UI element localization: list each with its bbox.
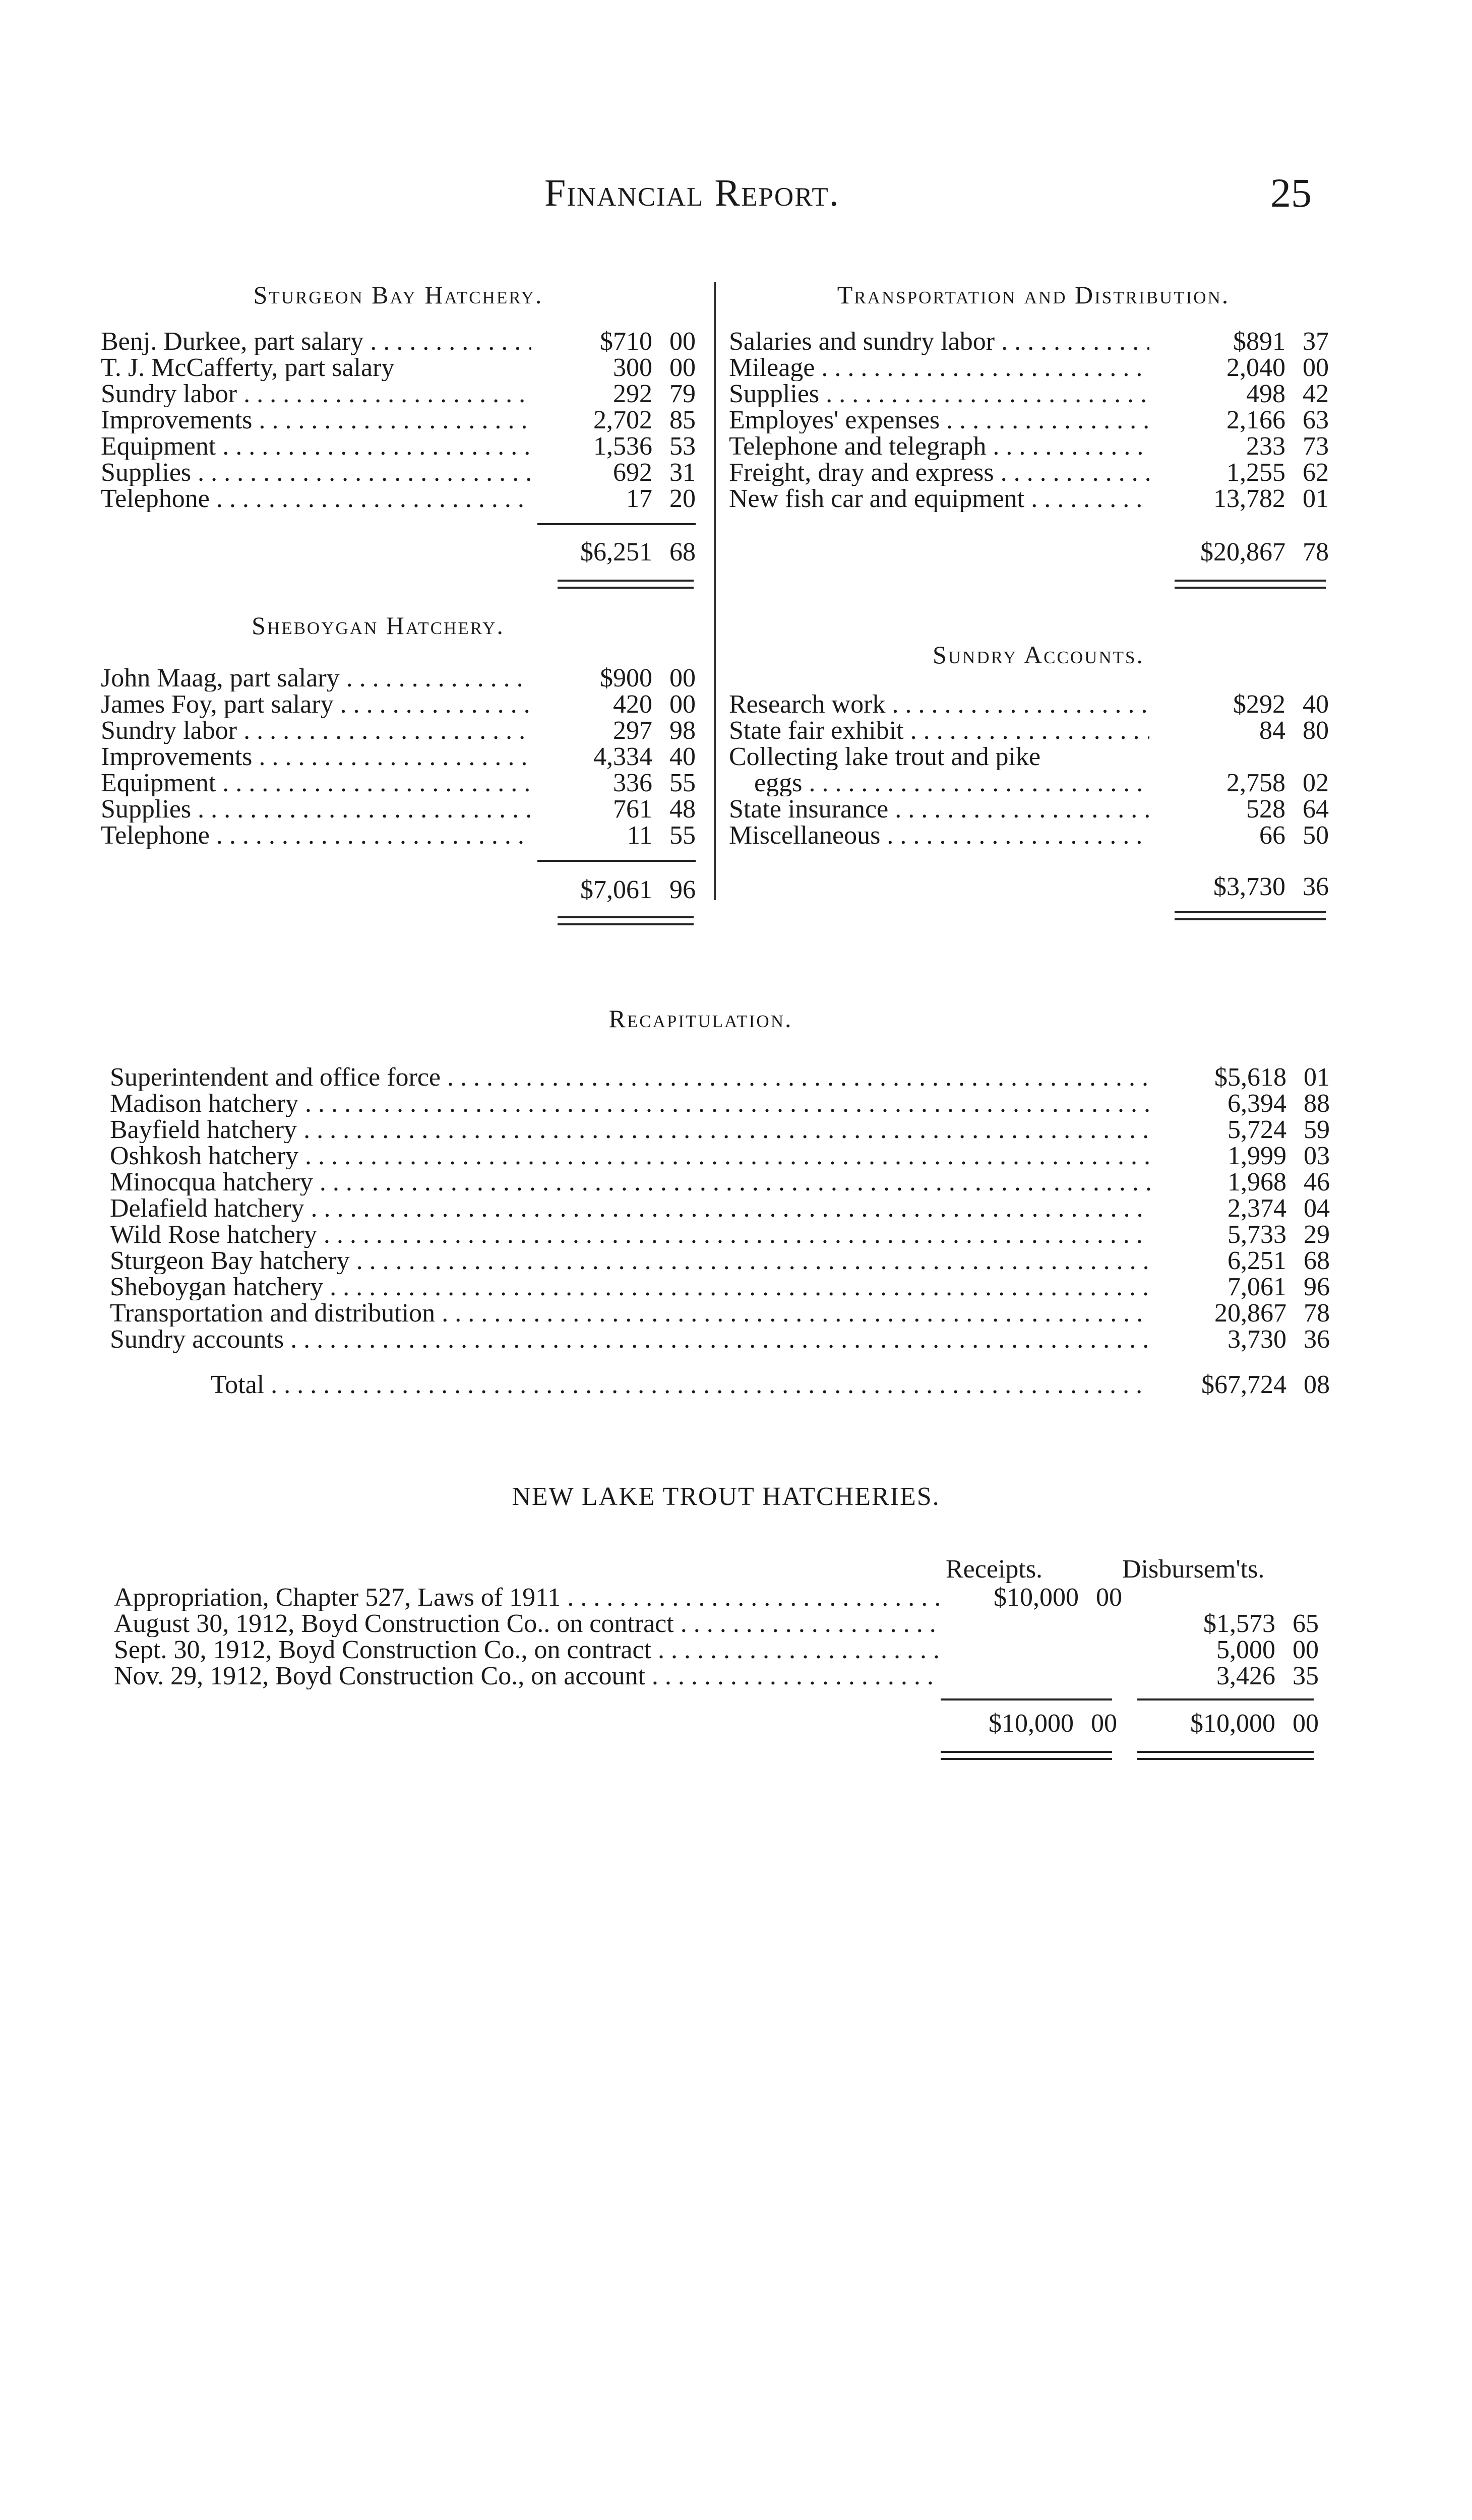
disbursements-double-rule: [1137, 1751, 1314, 1760]
disbursements-header: Disbursem'ts.: [1122, 1555, 1265, 1584]
table-row: Wild Rose hatchery . . . 5,733 29: [110, 1222, 1330, 1248]
sturgeon-bay-sum-rule: [537, 523, 696, 525]
running-title: Financial Report.: [544, 172, 840, 214]
table-row: August 30, 1912, Boyd Construction Co.. on contract . . . $1,573 65: [114, 1611, 1319, 1637]
sturgeon-bay-title: Sturgeon Bay Hatchery.: [253, 281, 543, 309]
sundry-table: [729, 691, 1329, 849]
receipts-header: Receipts.: [946, 1555, 1043, 1584]
table-row: Sundry labor . . . 297 98: [101, 718, 696, 744]
table-row: State insurance . . . 528 64: [729, 796, 1329, 823]
sheboygan-title: Sheboygan Hatchery.: [252, 611, 505, 640]
table-row: Salaries and sundry labor . . . $891 37: [729, 329, 1329, 355]
table-row: James Foy, part salary . . . 420 00: [101, 691, 696, 718]
table-row: Mileage . . . 2,040 00: [729, 355, 1329, 381]
table-row: New fish car and equipment . . . 13,782 01: [729, 486, 1329, 512]
recap-title: Recapitulation.: [608, 1004, 793, 1033]
sundry-total: $3,730 36: [1213, 872, 1329, 901]
table-row: Superintendent and office force . . . $5,618 01: [110, 1064, 1330, 1091]
disbursements-sum-rule: [1137, 1698, 1314, 1700]
sturgeon-bay-double-rule: [558, 580, 694, 589]
transportation-double-rule: [1175, 580, 1326, 589]
table-row: Miscellaneous . . . 66 50: [729, 823, 1329, 849]
sundry-title: Sundry Accounts.: [932, 641, 1145, 669]
table-row: T. J. McCafferty, part salary 300 00: [101, 353, 696, 382]
table-row: Improvements . . . 4,334 40: [101, 744, 696, 770]
table-row: Supplies . . . 761 48: [101, 796, 696, 823]
new-lake-trout-title: NEW LAKE TROUT HATCHERIES.: [512, 1482, 940, 1511]
table-row: John Maag, part salary . . . $900 00: [101, 665, 696, 691]
table-row: Freight, dray and express . . . 1,255 62: [729, 460, 1329, 486]
table-row: Sundry accounts . . . 3,730 36: [110, 1327, 1330, 1353]
table-row: Equipment . . . 1,536 53: [101, 433, 696, 460]
table-row: Bayfield hatchery . . . 5,724 59: [110, 1117, 1330, 1143]
table-row: Sturgeon Bay hatchery . . . 6,251 68: [110, 1248, 1330, 1274]
new-lake-trout-table: [114, 1585, 1319, 1689]
recap-total: [211, 1372, 1330, 1398]
disbursements-total: $10,000 00: [1190, 1709, 1319, 1738]
page-number: 25: [1270, 170, 1312, 216]
sundry-double-rule: [1175, 911, 1326, 920]
table-row: Delafield hatchery . . . 2,374 04: [110, 1195, 1330, 1222]
table-row: Madison hatchery . . . 6,394 88: [110, 1091, 1330, 1117]
column-divider: [714, 282, 716, 900]
sheboygan-table: [101, 665, 696, 849]
table-row: Equipment . . . 336 55: [101, 770, 696, 796]
table-row: Oshkosh hatchery . . . 1,999 03: [110, 1143, 1330, 1169]
table-row: Sheboygan hatchery . . . 7,061 96: [110, 1274, 1330, 1300]
sturgeon-bay-table: [101, 329, 696, 512]
table-row: Collecting lake trout and pike: [729, 744, 1041, 770]
table-row: Telephone . . . 11 55: [101, 823, 696, 849]
receipts-sum-rule: [941, 1698, 1112, 1700]
sheboygan-total: $7,061 96: [580, 875, 696, 904]
transportation-title: Transportation and Distribution.: [837, 281, 1230, 309]
receipts-double-rule: [941, 1751, 1112, 1760]
recap-table: [110, 1064, 1330, 1353]
transportation-total: $20,867 78: [1200, 538, 1329, 566]
table-row: eggs . . . 2,758 02: [729, 770, 1329, 796]
table-row: Telephone and telegraph . . . 233 73: [729, 433, 1329, 460]
table-row: Telephone . . . 17 20: [101, 486, 696, 512]
sheboygan-sum-rule: [537, 860, 696, 862]
table-row: Sundry labor . . . 292 79: [101, 381, 696, 407]
table-row: Appropriation, Chapter 527, Laws of 1911 . . . $10,000 00: [114, 1585, 1319, 1611]
receipts-total: $10,000 00: [989, 1709, 1117, 1738]
table-row: Transportation and distribution . . . 20,867 78: [110, 1300, 1330, 1327]
table-row: Employes' expenses . . . 2,166 63: [729, 407, 1329, 433]
sheboygan-double-rule: [558, 916, 694, 925]
table-row: Supplies . . . 498 42: [729, 381, 1329, 407]
table-row: State fair exhibit . . . 84 80: [729, 718, 1329, 744]
sturgeon-bay-total: $6,251 68: [580, 538, 696, 566]
table-row: Supplies . . . 692 31: [101, 460, 696, 486]
table-row: Minocqua hatchery . . . 1,968 46: [110, 1169, 1330, 1195]
table-row: Nov. 29, 1912, Boyd Construction Co., on account . . . 3,426 35: [114, 1663, 1319, 1689]
table-row: Research work . . . $292 40: [729, 691, 1329, 718]
total-row: Total . . . $67,724 08: [211, 1372, 1330, 1398]
transportation-table: [729, 329, 1329, 512]
table-row: Benj. Durkee, part salary . . . $710 00: [101, 329, 696, 355]
table-row: Sept. 30, 1912, Boyd Construction Co., on contract . . . 5,000 00: [114, 1637, 1319, 1663]
table-row: Improvements . . . 2,702 85: [101, 407, 696, 433]
